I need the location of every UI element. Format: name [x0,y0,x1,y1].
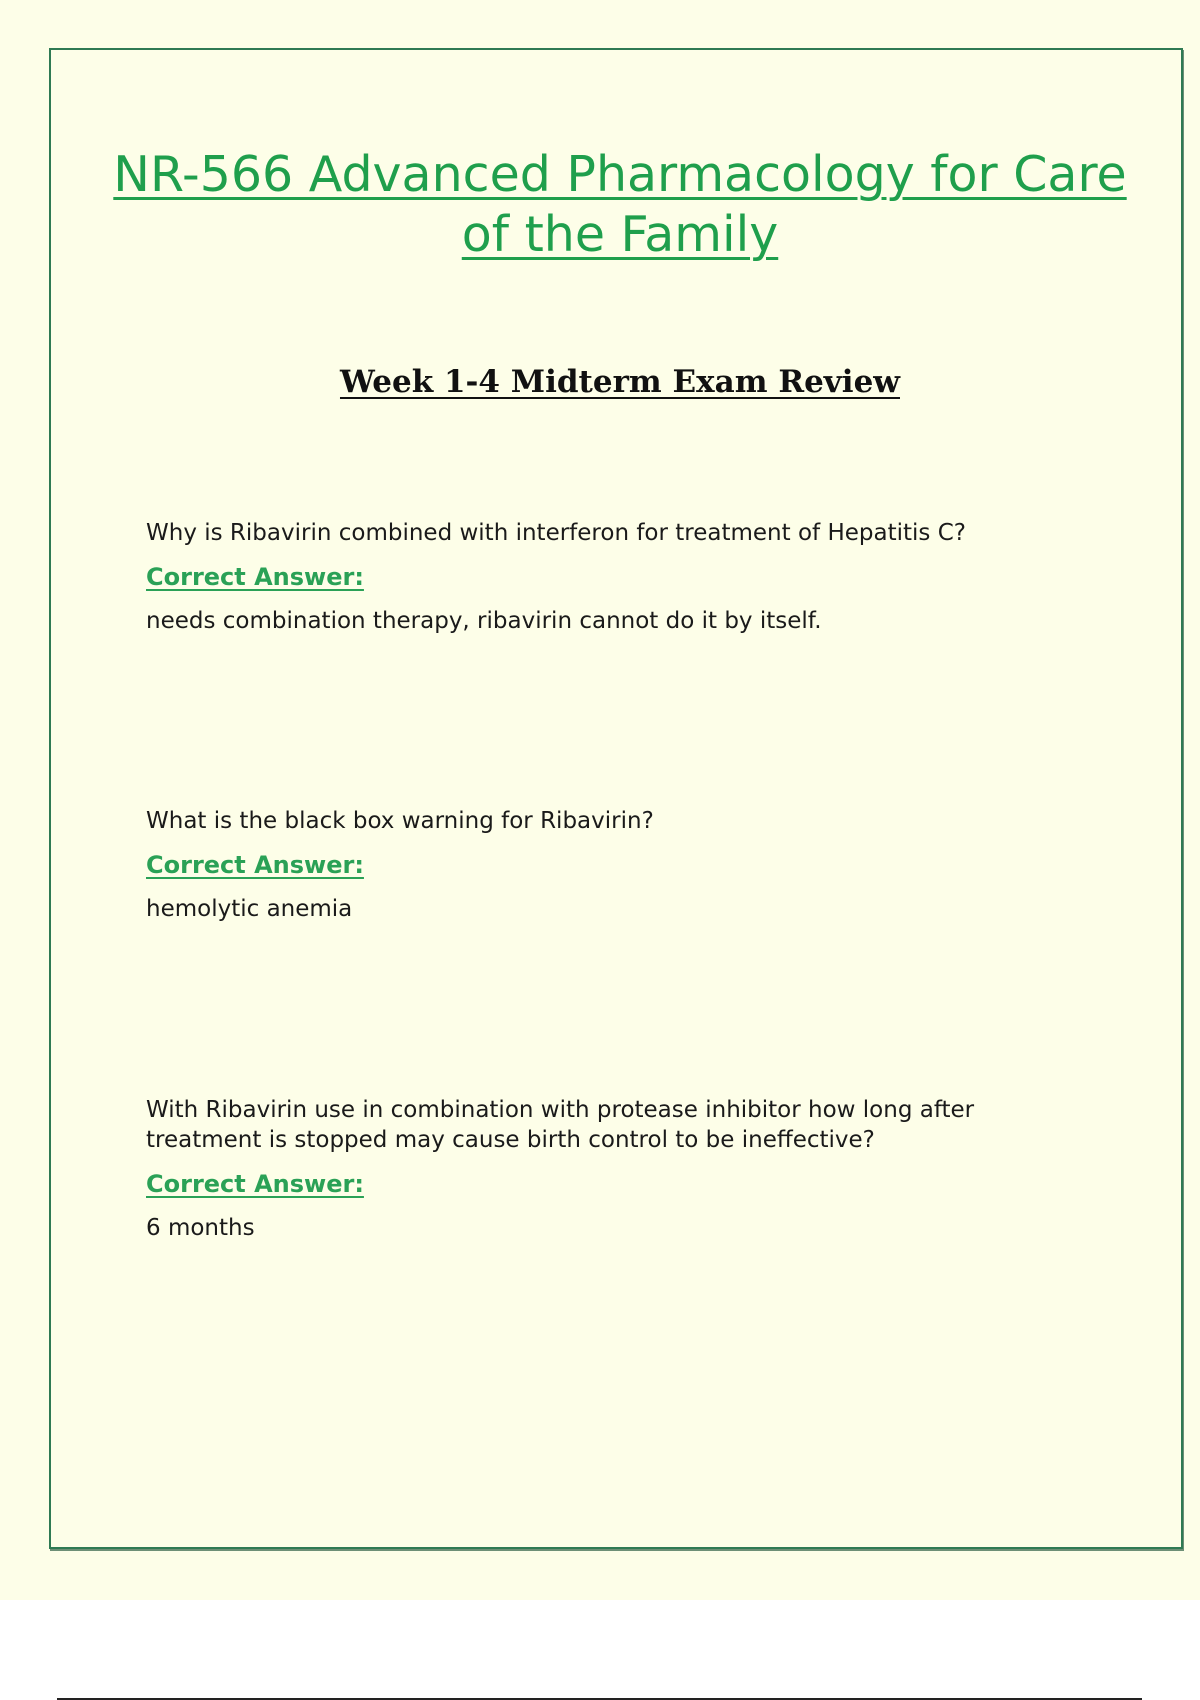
answer-text: hemolytic anemia [146,896,353,922]
answer-text: needs combination therapy, ribavirin cannot do it by itself. [146,608,822,634]
page-subtitle: Week 1-4 Midterm Exam Review [339,364,900,400]
question-text: What is the black box warning for Ribavirin? [146,808,654,834]
document-frame [49,48,1183,1549]
page-title: NR-566 Advanced Pharmacology for Care of the Family [113,146,1127,263]
qa-item [146,518,1046,636]
correct-answer-label: Correct Answer: [146,851,364,879]
correct-answer-label: Correct Answer: [146,1170,364,1198]
question-text: Why is Ribavirin combined with interferon for treatment of Hepatitis C? [146,520,966,546]
correct-answer-label: Correct Answer: [146,563,364,591]
question-text: With Ribavirin use in combination with protease inhibitor how long after treatment is stopped may cause birth control to be ineffective? [146,1097,975,1153]
qa-item [146,1095,1046,1243]
answer-text: 6 months [146,1215,255,1241]
qa-item [146,806,1046,924]
